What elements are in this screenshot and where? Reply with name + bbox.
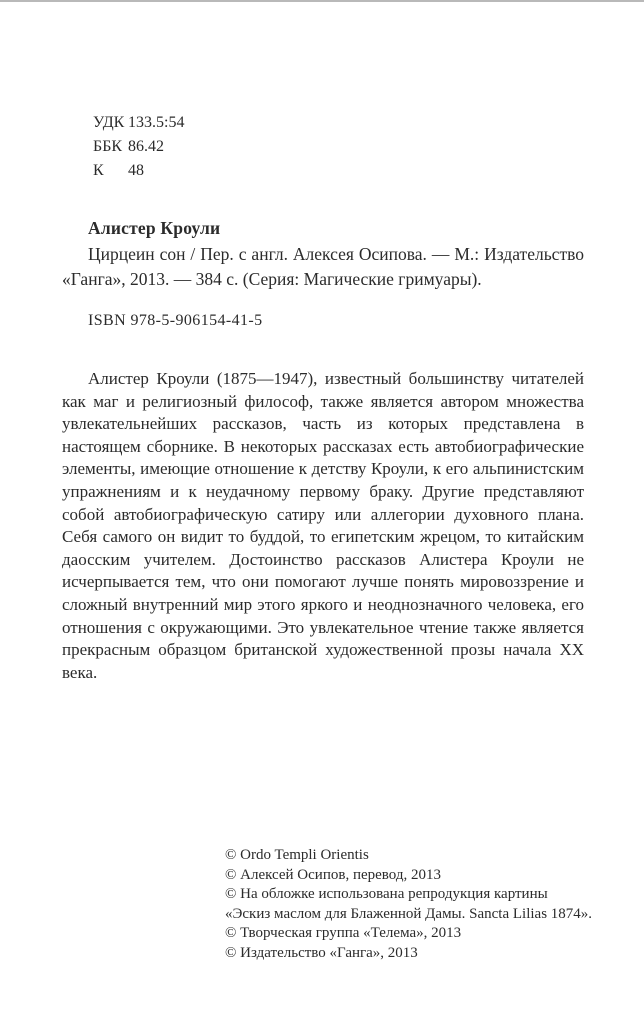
copyright-line: © Издательство «Ганга», 2013 xyxy=(225,944,418,961)
k-value: 48 xyxy=(128,162,144,179)
scan-top-edge-artifact xyxy=(0,0,644,2)
copyright-block xyxy=(225,846,620,964)
isbn-line: ISBN 978-5-906154-41-5 xyxy=(88,312,263,329)
bbk-row xyxy=(93,135,184,159)
copyright-line: © Творческая группа «Телема», 2013 xyxy=(225,925,462,942)
udk-label: УДК xyxy=(93,114,125,131)
bbk-value: 86.42 xyxy=(128,138,164,155)
bbk-label: ББК xyxy=(93,138,123,155)
k-row xyxy=(93,159,184,183)
copyright-line-continuation: «Эскиз маслом для Блаженной Дамы. Sancta Lilias 1874». xyxy=(225,905,593,922)
annotation-text: Алистер Кроули (1875—1947), известный большинству читателей как маг и религиозный философ, также является автором множества увлекательнейших рассказов, часть из которых представлена в настоящем сборнике. В некоторых рассказах есть автобиографические элементы, имеющие отношение к детству Кроули, к его альпинистским упражнениям и к неудачному первому браку. Другие представляют собой автобиографическую сатиру или аллегории духовного плана. Себя самого он видит то буддой, то египетским жрецом, то китайским даосским учителем. Достоинство рассказов Алистера Кроули не исчерпывается тем, что они помогают лучше понять мировоззрение и сложный внутренний мир этого яркого и неоднозначного человека, его отношения с окружающими. Это увлекательное чтение также является прекрасным образцом британской художественной прозы начала XX века. xyxy=(62,369,584,682)
classification-codes xyxy=(93,111,184,183)
udk-value: 133.5:54 xyxy=(128,114,185,131)
author-name: Алистер Кроули xyxy=(88,218,221,238)
copyright-line: © Ordo Templi Orientis xyxy=(225,847,369,863)
bibliographic-description: Цирцеин сон / Пер. с англ. Алексея Осипова. — М.: Издательство «Ганга», 2013. — 384 с. (Серия: Магические гримуары). xyxy=(62,244,584,289)
k-label: К xyxy=(93,162,104,179)
copyright-line: © Алексей Осипов, перевод, 2013 xyxy=(225,866,441,883)
copyright-line: © На обложке использована репродукция картины xyxy=(225,886,548,903)
udk-row xyxy=(93,111,184,135)
